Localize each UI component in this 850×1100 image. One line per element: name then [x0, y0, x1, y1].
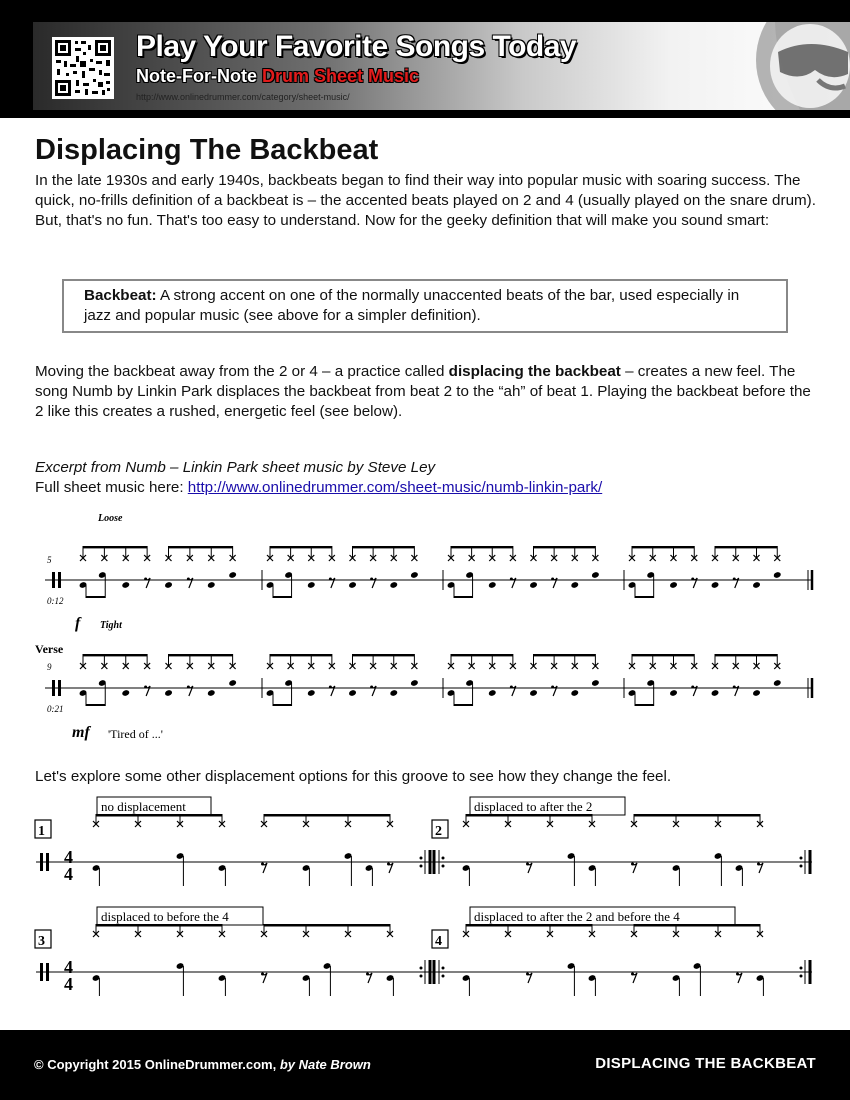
banner-subtitle-white: Note-For-Note — [136, 66, 262, 86]
repeat-dot — [420, 865, 423, 868]
beam — [86, 596, 105, 598]
eighth-rest — [526, 863, 529, 866]
eighth-rest — [329, 578, 332, 581]
beam — [353, 546, 415, 548]
beam — [634, 924, 760, 927]
banner-subtitle-red: Drum Sheet Music — [261, 66, 420, 86]
time-sig-bottom: 4 — [64, 864, 73, 884]
kick-note — [529, 581, 538, 589]
kick-note — [389, 689, 398, 697]
kick-note — [207, 581, 216, 589]
eighth-rest — [526, 973, 529, 976]
time-sig-top: 4 — [64, 957, 73, 977]
eighth-rest — [370, 578, 373, 581]
repeat-dot — [800, 967, 803, 970]
footer-copyright — [34, 1057, 371, 1072]
kick-note — [711, 581, 720, 589]
snare-note — [773, 679, 782, 687]
definition-text: A strong accent on one of the normally unaccented beats of the bar, used especially in jazz and popular music (see above for a simpler definition). — [84, 287, 740, 324]
example-number: 1 — [38, 824, 45, 839]
example-4 — [432, 907, 735, 949]
repeat-dot — [800, 865, 803, 868]
example-label: displaced to after the 2 and before the 4 — [474, 909, 680, 924]
time-sig-top: 4 — [64, 847, 73, 867]
beam — [264, 924, 390, 927]
banner-title: Play Your Favorite Songs Today — [136, 30, 577, 63]
beam — [454, 704, 473, 706]
beam — [264, 814, 390, 817]
beam — [534, 546, 596, 548]
example-number: 2 — [435, 824, 442, 839]
eighth-rest — [551, 686, 554, 689]
eighth-rest — [366, 973, 369, 976]
example-3 — [35, 907, 263, 949]
kick-note — [752, 581, 761, 589]
beam — [83, 546, 147, 548]
beam — [632, 546, 694, 548]
time-0-12: 0:12 — [47, 596, 64, 606]
eighth-rest — [387, 863, 390, 866]
lyric-text: 'Tired of ...' — [108, 727, 163, 741]
eighth-rest — [187, 578, 190, 581]
beam — [353, 654, 415, 656]
example-number: 4 — [435, 934, 442, 949]
example-2 — [432, 797, 625, 839]
percussion-clef — [58, 572, 61, 588]
beam — [635, 596, 654, 598]
repeat-dot — [800, 857, 803, 860]
banner-url[interactable]: http://www.onlinedrummer.com/category/sheet-music/ — [136, 92, 350, 102]
example-label: no displacement — [101, 799, 186, 814]
dynamic-mf: mf — [72, 724, 90, 741]
beam — [270, 546, 332, 548]
eighth-rest — [757, 863, 760, 866]
kick-note — [529, 689, 538, 697]
beam — [96, 814, 222, 817]
repeat-dot — [420, 975, 423, 978]
eighth-rest — [261, 973, 264, 976]
kick-note — [669, 581, 678, 589]
repeat-dot — [420, 967, 423, 970]
beam — [169, 654, 233, 656]
eighth-rest — [329, 686, 332, 689]
eighth-rest — [144, 686, 147, 689]
eighth-rest — [510, 686, 513, 689]
time-sig-bottom: 4 — [64, 974, 73, 994]
example-label: displaced to after the 2 — [474, 799, 593, 814]
kick-note — [307, 689, 316, 697]
percussion-clef — [40, 853, 43, 871]
repeat-dot — [800, 975, 803, 978]
eighth-rest — [261, 863, 264, 866]
kick-note — [711, 689, 720, 697]
kick-note — [570, 689, 579, 697]
eighth-rest — [733, 686, 736, 689]
eighth-rest — [736, 973, 739, 976]
repeat-dot — [442, 967, 445, 970]
example-label: displaced to before the 4 — [101, 909, 229, 924]
section-verse: Verse — [35, 642, 64, 656]
eighth-rest — [187, 686, 190, 689]
beam — [270, 654, 332, 656]
example-number: 3 — [38, 934, 45, 949]
percussion-clef — [46, 963, 49, 981]
kick-note — [488, 689, 497, 697]
percussion-clef — [58, 680, 61, 696]
beam — [454, 596, 473, 598]
footer-title: DISPLACING THE BACKBEAT — [595, 1055, 816, 1072]
snare-note — [228, 679, 237, 687]
eighth-rest — [733, 578, 736, 581]
snare-note — [591, 571, 600, 579]
repeat-dot — [442, 865, 445, 868]
page-title: Displacing The Backbeat — [35, 134, 379, 166]
snare-note — [228, 571, 237, 579]
eighth-rest — [551, 578, 554, 581]
kick-note — [207, 689, 216, 697]
beam — [273, 704, 292, 706]
definition-term: Backbeat: — [84, 287, 157, 304]
explore-text: Let's explore some other displacement options for this groove to see how they change the feel. — [35, 768, 672, 785]
measure-number-9: 9 — [47, 662, 52, 672]
excerpt-caption: Excerpt from Numb – Linkin Park sheet music by Steve Ley — [35, 459, 436, 476]
beam — [635, 704, 654, 706]
eighth-rest — [370, 686, 373, 689]
para2-after: – creates a new feel. The song Numb by Linkin Park displaces the backbeat from beat 2 to the “ah” of beat 1. Playing the backbeat before the 2 like this creates a rushed, energetic feel (see below). — [35, 363, 811, 420]
beam — [451, 546, 513, 548]
beam — [715, 654, 777, 656]
footer-bar — [0, 1030, 850, 1100]
snare-note — [410, 679, 419, 687]
snare-note — [410, 571, 419, 579]
author-text: by Nate Brown — [276, 1057, 371, 1072]
kick-note — [389, 581, 398, 589]
percussion-clef — [40, 963, 43, 981]
repeat-dot — [442, 857, 445, 860]
kick-note — [570, 581, 579, 589]
beam — [83, 654, 147, 656]
beam — [451, 654, 513, 656]
percussion-clef — [52, 680, 55, 696]
excerpt-link-prefix: Full sheet music here: — [35, 479, 188, 496]
kick-note — [752, 689, 761, 697]
intro-paragraph: In the late 1930s and early 1940s, backbeats began to find their way into popular music with soaring success. The quick, no-frills definition of a backbeat is – the accented beats played on 2 and 4 (usually played on the snare drum). But, that's no fun. That's too easy to understand. Now for the geeky definition that will make you sound smart: — [35, 172, 816, 229]
percussion-clef — [52, 572, 55, 588]
para2-before: Moving the backbeat away from the 2 or 4 – a practice called — [35, 363, 449, 380]
kick-note — [121, 581, 130, 589]
example-1 — [35, 797, 211, 839]
percussion-clef — [46, 853, 49, 871]
repeat-dot — [442, 975, 445, 978]
sheet-music-link[interactable]: http://www.onlinedrummer.com/sheet-music/numb-linkin-park/ — [187, 479, 603, 496]
kick-note — [164, 689, 173, 697]
kick-note — [348, 581, 357, 589]
beam — [466, 814, 592, 817]
tempo-loose: Loose — [98, 513, 123, 524]
kick-note — [164, 581, 173, 589]
tempo-tight: Tight — [100, 620, 122, 631]
snare-note — [773, 571, 782, 579]
kick-note — [669, 689, 678, 697]
copyright-text: © Copyright 2015 OnlineDrummer.com, — [34, 1057, 277, 1072]
kick-note — [348, 689, 357, 697]
eighth-rest — [144, 578, 147, 581]
dynamic-f: f — [75, 615, 81, 632]
eighth-rest — [510, 578, 513, 581]
beam — [634, 814, 760, 817]
time-0-21: 0:21 — [47, 704, 64, 714]
snare-note — [591, 679, 600, 687]
beam — [632, 654, 694, 656]
repeat-dot — [420, 857, 423, 860]
measure-number-5: 5 — [47, 555, 52, 565]
eighth-rest — [631, 973, 634, 976]
beam — [86, 704, 105, 706]
kick-note — [121, 689, 130, 697]
beam — [715, 546, 777, 548]
kick-note — [488, 581, 497, 589]
beam — [169, 546, 233, 548]
eighth-rest — [691, 578, 694, 581]
beam — [273, 596, 292, 598]
kick-note — [307, 581, 316, 589]
eighth-rest — [691, 686, 694, 689]
beam — [466, 924, 592, 927]
beam — [96, 924, 222, 927]
para2-bold: displacing the backbeat — [448, 363, 621, 380]
beam — [534, 654, 596, 656]
eighth-rest — [631, 863, 634, 866]
